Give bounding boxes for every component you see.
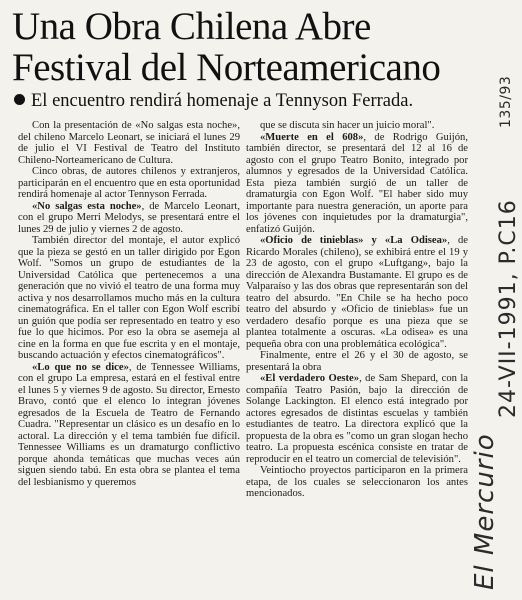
article-paragraph [18, 120, 240, 166]
play-title: «Muerte en el 608» [260, 131, 364, 143]
article-paragraph [246, 235, 468, 350]
article-paragraph [18, 362, 240, 489]
article-paragraph [18, 166, 240, 201]
paragraph-text: , de Rodrigo Guijón, también director, se presentará del 12 al 16 de agosto con el grupo Teatro Bonito, integrado por alumnos y egresados de la Universidad Católica. Esta pieza también surgió de un taller de dramaturgia con Egon Wolf. "El haber sido muy importante para nuestra generación, un aporte para los jóvenes con inquietudes por la dramaturgia", enfatizó Guijón. [246, 131, 468, 235]
bullet-icon [14, 94, 25, 105]
article-column-left [18, 120, 240, 488]
article-paragraph [246, 350, 468, 373]
play-title: «Lo que no se dice» [32, 361, 129, 373]
play-title: «No salgas esta noche» [32, 200, 142, 212]
handwritten-code-note: 135/93 [498, 75, 514, 128]
paragraph-text: Finalmente, entre el 26 y el 30 de agosto, se presentará la obra [246, 350, 468, 373]
paragraph-text: , de Sam Shepard, con la compañía Teatro Pasión, bajo la dirección de Solange Lackington. El elenco está integrado por actores egresados de distintas escuelas y también estudiantes de teatro. La directora explicó que la propuesta de la obra es "como un gran slogan hecho teatro. La propuesta escénica consiste en tratar de reproducir en el teatro un comercial de televisión". [246, 373, 468, 465]
article-paragraph [246, 120, 468, 132]
article-paragraph [246, 373, 468, 465]
paragraph-text: que se discuta sin hacer un juicio moral". [260, 120, 435, 131]
article-headline: Una Obra Chilena Abre Festival del Norteamericano [12, 5, 441, 89]
paragraph-text: , de Tennessee Williams, con el grupo La empresa, estará en el festival entre el lunes 5 y viernes 9 de agosto. Su director, Ernesto Bravo, contó que el elenco lo integran jóvenes egresados de la Escuela de Teatro de Fernando Cuadra. "Representar un clásico es un desafío en lo actoral. La dirección y el tema también fue difícil. Tennessee Williams es un dramaturgo conflictivo porque ahonda temáticas que muchas veces aún siguen siendo tabú. En esta obra se plantea el tema del lesbianismo y queremos [18, 361, 240, 488]
article-paragraph [18, 201, 240, 236]
paragraph-text: Con la presentación de «No salgas esta noche», del chileno Marcelo Leonart, se iniciará el lunes 29 de julio el VI Festival de Teatro del Instituto Chileno-Norteamericano de Cultura. [18, 120, 240, 166]
article-paragraph [246, 132, 468, 236]
play-title: «Oficio de tinieblas» y «La Odisea» [260, 235, 448, 246]
article-paragraph [246, 465, 468, 500]
paragraph-text: , de Marcelo Leonart, con el grupo Merri Melodys, se presentará entre el lunes 29 de julio y viernes 2 de agosto. [18, 200, 240, 235]
play-title: «El verdadero Oeste» [260, 373, 360, 384]
paragraph-text: Cinco obras, de autores chilenos y extranjeros, participarán en el encuentro que en esta oportunidad rendirá homenaje al actor Tennyson Ferrada. [18, 166, 240, 200]
article-column-right [246, 120, 468, 500]
paragraph-text: También director del montaje, el autor explicó que la pieza se gestó en un taller dirigido por Egon Wolf. "Somos un grupo de estudiantes de la Universidad Católica que pertenecemos a una generación que no vivió el teatro de una forma muy activa y nos desarrollamos mucho más en la cultura cinematográfica. En el taller con Egon Wolf escribí un guión que podía ser representado en teatro y eso fue lo que hicimos. Por eso la obra se asemeja al cine en la forma en que fue escrita y en el montaje, buscando actuación y efectos cinematográficos". [18, 235, 240, 361]
paragraph-text: , de Ricardo Morales (chileno), se exhibirá entre el 19 y 23 de agosto, con el grupo «Luftgang», bajo la dirección de Alexandra Bustamante. El grupo es de Valparaíso y las dos obras que representarán son del teatro del absurdo. "En Chile se ha hecho poco teatro del absurdo y «Oficio de tinieblas» fue un verdadero desafío porque es una pieza que se plantea totalmente a oscuras. «La odisea» es una pequeña obra con una problemática ecológica". [246, 235, 468, 350]
handwritten-date-note: 24-VII-1991, P.C16 [496, 199, 521, 418]
article-subhead [14, 90, 474, 112]
article-subhead-text: El encuentro rendirá homenaje a Tennyson Ferrada. [31, 91, 414, 111]
paragraph-text: Veintiocho proyectos participaron en la primera etapa, de los cuales se seleccionaron los antes mencionados. [246, 465, 468, 499]
article-paragraph [18, 235, 240, 362]
handwritten-source-note: El Mercurio [470, 433, 500, 590]
